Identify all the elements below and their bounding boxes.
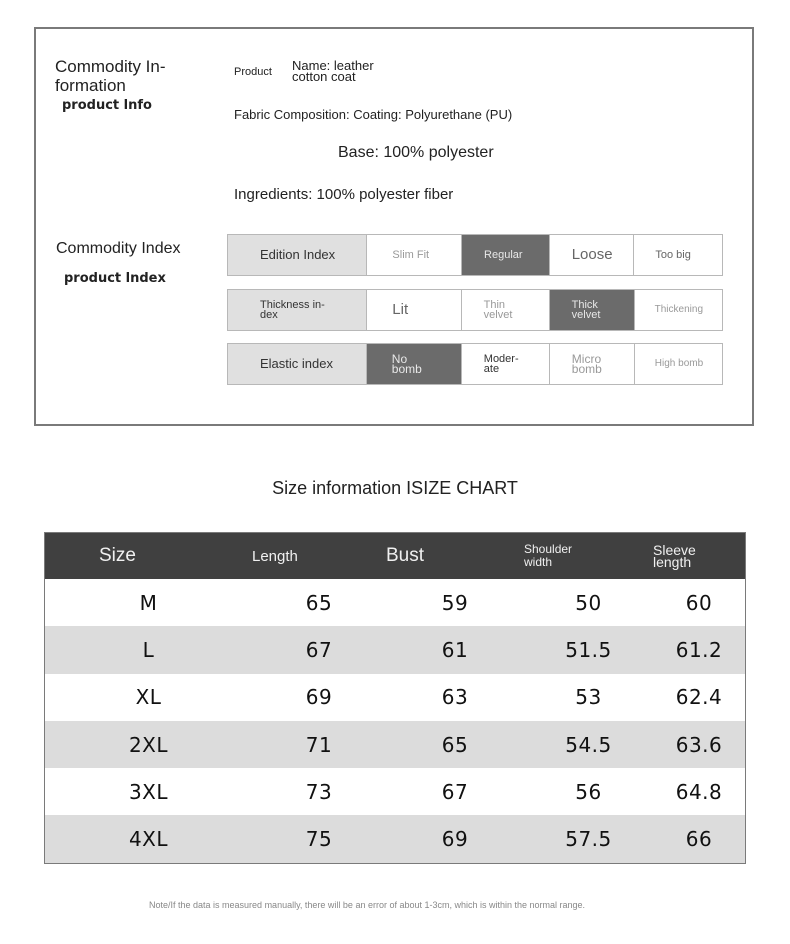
header-sleeve-length <box>653 533 746 580</box>
bust-cell: 63 <box>386 674 524 721</box>
option-loose: Loose <box>549 235 634 275</box>
bust-cell: 61 <box>386 626 524 673</box>
edition-index-label: Edition Index <box>228 235 366 275</box>
option-micro-bomb: Micro bomb <box>549 344 634 384</box>
bust-cell: 69 <box>386 815 524 863</box>
length-cell: 75 <box>252 815 386 863</box>
table-row <box>45 674 746 721</box>
sleeve-cell: 60 <box>653 579 746 626</box>
size-cell: 2XL <box>45 721 253 768</box>
thickness-index-row <box>227 289 723 331</box>
header-sleeve-length-label: Sleeve length <box>653 542 696 570</box>
measurement-note: Note/If the data is measured manually, there will be an error of about 1-3cm, which is within the normal range. <box>149 900 586 910</box>
header-shoulder-width-label: Shoulder width <box>524 542 573 569</box>
sleeve-cell: 63.6 <box>653 721 746 768</box>
bust-cell: 59 <box>386 579 524 626</box>
sleeve-cell: 61.2 <box>653 626 746 673</box>
option-thick-velvet: Thick velvet <box>549 290 634 330</box>
option-no-bomb: No bomb <box>366 344 461 384</box>
shoulder-cell: 56 <box>524 768 653 815</box>
fabric-composition: Fabric Composition: Coating: Polyurethane (PU) <box>234 107 513 122</box>
option-moderate: Moder-ate <box>461 344 549 384</box>
size-table-header <box>45 533 746 580</box>
table-row <box>45 768 746 815</box>
table-row <box>45 626 746 673</box>
table-row <box>45 721 746 768</box>
commodity-info-subtitle: product lnfo <box>62 98 152 113</box>
sleeve-cell: 66 <box>653 815 746 863</box>
base-composition: Base: 100% polyester <box>338 144 494 161</box>
edition-index-row <box>227 234 723 276</box>
shoulder-cell: 51.5 <box>524 626 653 673</box>
table-row <box>45 579 746 626</box>
header-size: Size <box>45 533 253 580</box>
thickness-index-label: Thickness in-dex <box>228 290 366 330</box>
option-thin-velvet: Thin velvet <box>461 290 549 330</box>
length-cell: 67 <box>252 626 386 673</box>
length-cell: 71 <box>252 721 386 768</box>
size-cell: M <box>45 579 253 626</box>
length-cell: 69 <box>252 674 386 721</box>
option-too-big: Too big <box>633 235 722 275</box>
size-cell: 4XL <box>45 815 253 863</box>
size-cell: XL <box>45 674 253 721</box>
header-shoulder-width <box>524 533 653 580</box>
ingredients: Ingredients: 100% polyester fiber <box>234 186 454 203</box>
table-row <box>45 815 746 863</box>
commodity-index-subtitle: product lndex <box>64 271 166 286</box>
option-slim-fit: Slim Fit <box>366 235 461 275</box>
shoulder-cell: 57.5 <box>524 815 653 863</box>
size-chart-title: Size information ISIZE CHART <box>272 478 518 498</box>
length-cell: 65 <box>252 579 386 626</box>
sleeve-cell: 62.4 <box>653 674 746 721</box>
elastic-index-label: Elastic index <box>228 344 366 384</box>
header-length: Length <box>252 533 386 580</box>
size-table <box>44 532 746 864</box>
sleeve-cell: 64.8 <box>653 768 746 815</box>
size-cell: L <box>45 626 253 673</box>
commodity-index-title: Commodity Index <box>56 240 181 257</box>
option-thickening: Thickening <box>634 290 722 330</box>
shoulder-cell: 53 <box>524 674 653 721</box>
product-label: Product <box>234 66 272 78</box>
option-lit: Lit <box>366 290 460 330</box>
shoulder-cell: 50 <box>524 579 653 626</box>
elastic-index-row <box>227 343 723 385</box>
bust-cell: 67 <box>386 768 524 815</box>
bust-cell: 65 <box>386 721 524 768</box>
option-regular: Regular <box>461 235 549 275</box>
header-bust: Bust <box>386 533 524 580</box>
option-high-bomb: High bomb <box>634 344 722 384</box>
product-name: Name: leather cotton coat <box>292 58 374 84</box>
length-cell: 73 <box>252 768 386 815</box>
size-cell: 3XL <box>45 768 253 815</box>
shoulder-cell: 54.5 <box>524 721 653 768</box>
commodity-info-title: Commodity In-formation <box>55 57 166 95</box>
